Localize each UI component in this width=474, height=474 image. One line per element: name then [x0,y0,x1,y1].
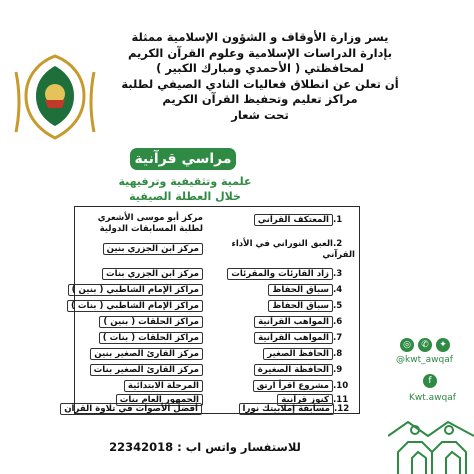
row-number: 8. [333,349,343,359]
activity-name: سباق الحفاظ [268,300,333,312]
activities-table [71,206,360,414]
twitter-icon[interactable]: ✦ [436,338,450,352]
row-number: 1. [333,215,343,225]
subtitle-secondary: خلال العطلة الصيفية [129,190,241,203]
social-handle[interactable]: @kwt_awqaf [396,355,453,365]
facebook-icon[interactable]: f [423,374,437,388]
activity-name: المواهب القرآنية [254,316,333,328]
center-name: الجمهور العام بنات [116,394,203,406]
contact-line: للاستفسار واتس اب : 22342018 [109,440,301,454]
header-line-3: لمحافظتي ( الأحمدي ومبارك الكبير ) [156,61,364,75]
row-number: 6. [333,317,343,327]
activity-name: الحافظ الصغير [263,348,333,360]
activity-name: مشروع اقرأ ارتق [253,380,333,392]
row-number: 2. [333,239,343,249]
center-name: مراكز الحلقات ( بنين ) [99,316,203,328]
facebook-row [423,374,437,388]
whatsapp-icon[interactable]: ✆ [418,338,432,352]
activity-name: زاد القارئات والمقرئات [227,268,333,280]
header-line-1: يسر وزارة الأوقاف و الشؤون الإسلامية ممثلة [131,30,389,44]
row-number: 4. [333,285,343,295]
row-number: 9. [333,365,343,375]
activity-name: سباق الحفاظ [268,284,333,296]
site-handle[interactable]: Kwt.awqaf [409,393,456,403]
islamic-ornament [388,412,474,474]
row-number: 12. [334,404,350,414]
header-line-6: تحت شعار [231,107,289,122]
center-name: مركز ابن الجزري بنين [103,243,203,255]
header-line-2: بإدارة الدراسات الإسلامية وعلوم القرآن الكريم [127,45,393,60]
social-icons [400,338,450,352]
row-number: 5. [333,301,343,311]
activity-name: الحافظة الصغيرة [254,364,333,376]
center-name: مركز ابن الجزري بنات [102,268,203,280]
slogan-badge: مراسي قرآنية [130,148,236,170]
header-line-4: أن تعلن عن انطلاق فعاليات النادي الصيفي لطلبة [121,76,399,91]
header-block [110,30,410,123]
center-name: مركز أبو موسى الأشعري لطلبة المسابقات الدولية [97,213,203,234]
activity-name: مسابقة إملابيتك نورا [239,403,334,415]
table-row [64,404,360,420]
center-name: مراكز الحلقات ( بنات ) [99,332,203,344]
activity-name: المعتكف القرآني [254,214,333,226]
center-name: مركز القارئ الصغير بنين [90,348,203,360]
center-name: مركز القارئ الصغير بنات [90,364,203,376]
center-name: أفضل الأصوات في تلاوة القرآن [60,403,202,415]
center-name: المرحلة الابتدائية [124,380,203,392]
row-number: 7. [333,333,343,343]
activity-name: المواهب القرآنية [254,332,333,344]
subtitle-primary: علمية وتثقيفية وترفيهية [118,175,252,188]
row-number: 3. [333,269,343,279]
header-line-5: مراكز تعليم وتحفيظ القرآن الكريم [162,92,358,106]
instagram-icon[interactable]: ◎ [400,338,414,352]
row-number: 11. [333,395,349,405]
activity-name: كنوز قرآنية [277,394,333,406]
ministry-logo [14,52,96,144]
row-number: 10. [333,381,349,391]
center-name: مراكز الإمام الشاطبي ( بنات ) [67,300,203,312]
activity-name: العبق النوراني في الأداء القرآني [231,239,355,260]
center-name: مراكز الإمام الشاطبي ( بنين ) [68,284,203,296]
